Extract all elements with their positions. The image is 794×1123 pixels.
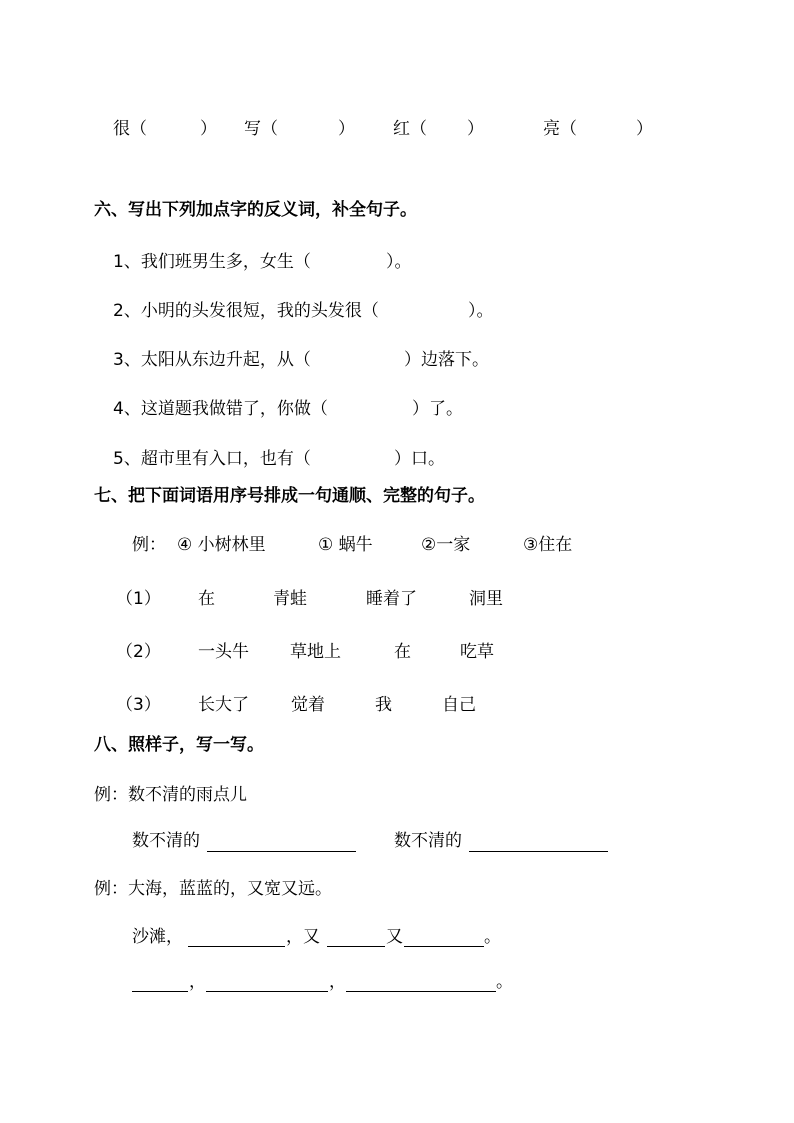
item-tail: ）。: [468, 301, 494, 321]
example-word: ④ 小树林里: [177, 535, 266, 555]
row-word: 青蛙: [273, 589, 307, 609]
word-liang: 亮（: [543, 119, 577, 139]
example-word: ②一家: [421, 535, 471, 555]
paren-close: ）: [338, 119, 355, 139]
fill-label: 数不清的: [132, 831, 200, 851]
answer-blank[interactable]: [188, 946, 285, 947]
row-word: 一头牛: [198, 642, 249, 662]
answer-blank[interactable]: [207, 851, 356, 852]
row-word: 在: [198, 589, 215, 609]
word-hong: 红（: [393, 119, 427, 139]
row-number: （3）: [116, 695, 161, 715]
fill-text: 。: [484, 927, 501, 947]
row-word: 草地上: [290, 642, 341, 662]
answer-blank[interactable]: [206, 991, 328, 992]
item-tail: ）了。: [412, 399, 463, 419]
row-word: 在: [394, 642, 411, 662]
fill-text: 又: [386, 927, 403, 947]
row-word: 自己: [442, 695, 476, 715]
fill-text: 。: [496, 972, 513, 992]
row-word: 我: [375, 695, 392, 715]
section6-heading: 六、写出下列加点字的反义词，补全句子。: [94, 200, 417, 220]
row-number: （2）: [116, 642, 161, 662]
fill-label: 数不清的: [394, 831, 462, 851]
fill-text: ，又: [286, 927, 320, 947]
answer-blank[interactable]: [469, 851, 608, 852]
item-text: 2、小明的头发很短，我的头发很（: [113, 301, 379, 321]
row-word: 洞里: [469, 589, 503, 609]
word-hen: 很（: [113, 119, 147, 139]
answer-blank[interactable]: [404, 946, 484, 947]
paren-close: ）: [636, 119, 653, 139]
answer-blank[interactable]: [132, 991, 188, 992]
example-word: ③住在: [523, 535, 573, 555]
row-word: 吃草: [460, 642, 494, 662]
section8-example1: 例：数不清的雨点儿: [94, 785, 247, 805]
answer-blank[interactable]: [327, 946, 385, 947]
row-word: 睡着了: [366, 589, 417, 609]
section7-heading: 七、把下面词语用序号排成一句通顺、完整的句子。: [94, 486, 485, 506]
fill-label: 沙滩，: [132, 927, 183, 947]
fill-text: ，: [189, 972, 206, 992]
paren-close: ）: [200, 119, 217, 139]
answer-blank[interactable]: [346, 991, 496, 992]
item-text: 4、这道题我做错了，你做（: [113, 399, 328, 419]
item-text: 5、超市里有入口，也有（: [113, 449, 311, 469]
fill-text: ，: [329, 972, 346, 992]
section8-example2: 例：大海，蓝蓝的，又宽又远。: [94, 879, 332, 899]
row-word: 长大了: [198, 695, 249, 715]
row-number: （1）: [116, 589, 161, 609]
item-text: 3、太阳从东边升起，从（: [113, 350, 311, 370]
example-word: ① 蜗牛: [318, 535, 373, 555]
item-tail: ）。: [386, 252, 412, 272]
word-xie: 写（: [244, 119, 278, 139]
example-label: 例：: [132, 535, 166, 555]
item-tail: ）边落下。: [404, 350, 489, 370]
item-tail: ）口。: [394, 449, 445, 469]
paren-close: ）: [467, 119, 484, 139]
section8-heading: 八、照样子，写一写。: [94, 735, 264, 755]
item-text: 1、我们班男生多，女生（: [113, 252, 311, 272]
row-word: 觉着: [291, 695, 325, 715]
